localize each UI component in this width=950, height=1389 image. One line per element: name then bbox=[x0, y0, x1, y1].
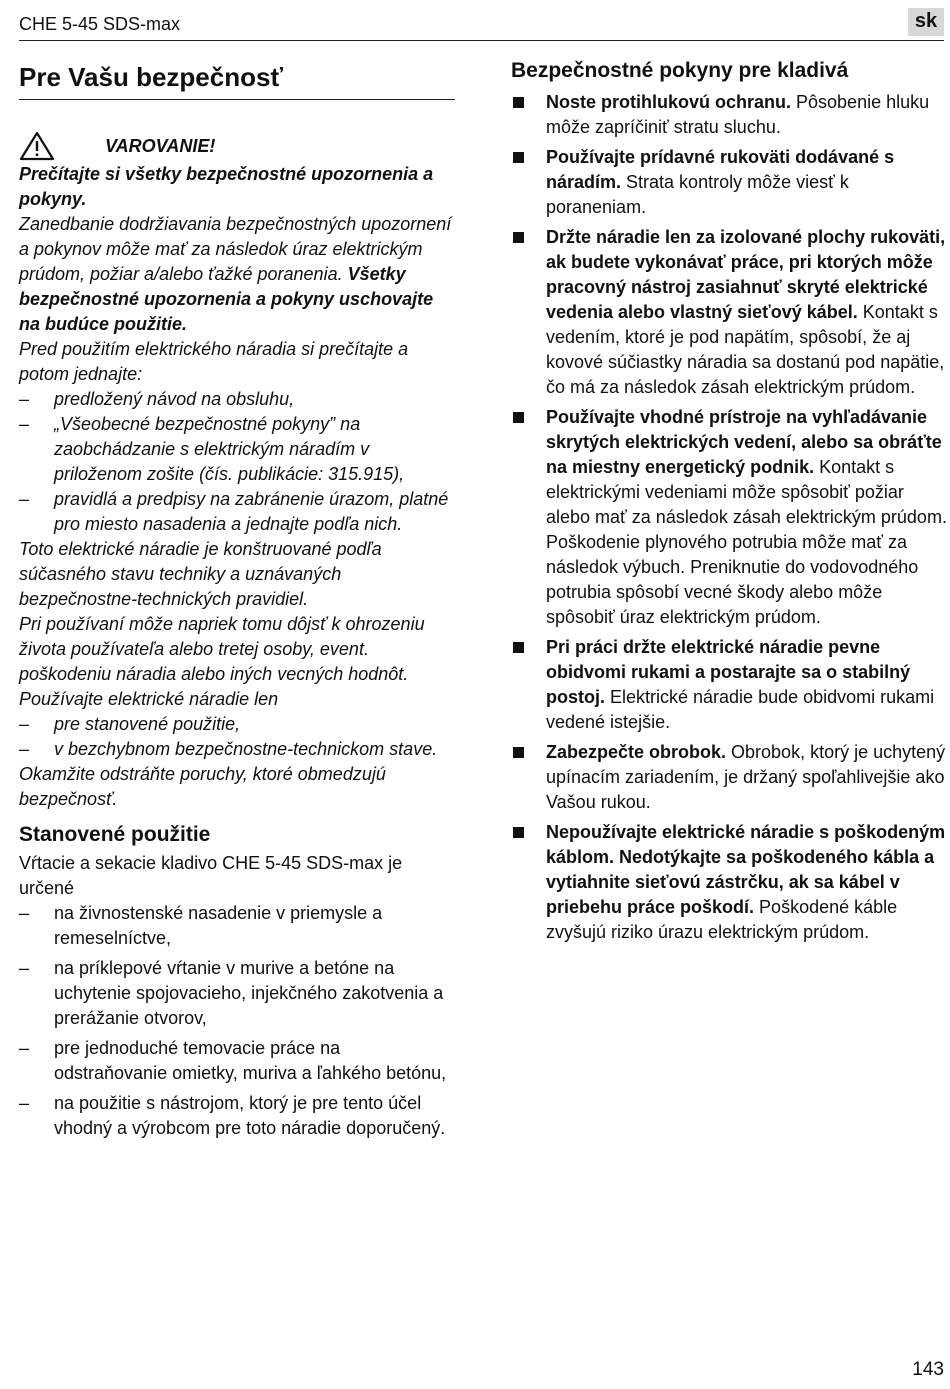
before-use-text: Pred použitím elektrického náradia si prečítajte a potom jednajte: bbox=[19, 339, 409, 384]
square-bullet-icon bbox=[513, 412, 524, 423]
list-item bbox=[511, 225, 948, 400]
list-item bbox=[511, 635, 948, 735]
remove-faults-text: Okamžite odstráňte poruchy, ktoré obmedzujú bezpečnosť. bbox=[19, 764, 386, 809]
page-number: 143 bbox=[912, 1359, 944, 1380]
warning-text: Zanedbanie dodržiavania bezpečnostných upozornení a pokynov môže mať za následok úraz elektrickým prúdom, požiar a/alebo ťažké poranenia. bbox=[19, 214, 452, 284]
use-conditions-list bbox=[19, 712, 455, 762]
left-column bbox=[19, 58, 455, 1146]
item-bold-text: Nepoužívajte elektrické náradie s poškodeným káblom. Nedotýkajte sa poškodeného kábla a vytiahnite sieťovú zástrčku, ak sa kábel v priebehu práce poškodí. bbox=[546, 822, 946, 917]
list-item: – na použitie s nástrojom, ktorý je pre tento účel vhodný a výrobcom pre toto náradie doporučený. bbox=[19, 1091, 455, 1141]
item-bold-text: Držte náradie len za izolované plochy rukoväti, ak budete vykonávať práce, pri ktorých môže pracovný nástroj zasiahnuť skryté elektrické vedenia alebo vlastný sieťový kábel. bbox=[546, 227, 946, 322]
hammer-safety-list bbox=[511, 90, 948, 945]
square-bullet-icon bbox=[513, 97, 524, 108]
item-text: Poškodené káble zvyšujú riziko úrazu elektrickým prúdom. bbox=[546, 897, 898, 942]
list-item bbox=[511, 740, 948, 815]
item-bold-text: Pri práci držte elektrické náradie pevne obidvomi rukami a postarajte sa o stabilný postoj. bbox=[546, 637, 911, 707]
intended-use-intro: Vŕtacie a sekacie kladivo CHE 5-45 SDS-max je určené bbox=[19, 853, 403, 898]
constructed-text: Toto elektrické náradie je konštruované podľa súčasného stavu techniky a uznávaných bezpečnostne-technických pravidiel. bbox=[19, 539, 382, 609]
square-bullet-icon bbox=[513, 232, 524, 243]
square-bullet-icon bbox=[513, 642, 524, 653]
warning-paragraph bbox=[19, 212, 455, 337]
warning-triangle-icon bbox=[19, 131, 55, 161]
list-item: – pre stanovené použitie, bbox=[19, 712, 455, 737]
list-item: – pre jednoduché temovacie práce na odstraňovanie omietky, muriva a ľahkého betónu, bbox=[19, 1036, 455, 1086]
item-text: Obrobok, ktorý je uchytený upínacím zariadením, je držaný spoľahlivejšie ako Vašou rukou. bbox=[546, 742, 946, 812]
list-item: – na príklepové vŕtanie v murive a betóne na uchytenie spojovacieho, injekčného zakotvenia a prerážanie otvorov, bbox=[19, 956, 455, 1031]
list-item: – pravidlá a predpisy na zabránenie úrazom, platné pro miesto nasadenia a jednajte podľa nich. bbox=[19, 487, 455, 537]
item-text: Elektrické náradie bude obidvomi rukami vedené istejšie. bbox=[546, 687, 935, 732]
page-header bbox=[19, 8, 944, 41]
hammer-safety-title: Bezpečnostné pokyny pre kladivá bbox=[511, 59, 849, 82]
intended-use-title: Stanovené použitie bbox=[19, 823, 211, 846]
intended-use-list bbox=[19, 901, 455, 1141]
warning-lead: Prečítajte si všetky bezpečnostné upozornenia a pokyny. bbox=[19, 164, 434, 209]
item-bold-text: Noste protihlukovú ochranu. bbox=[546, 92, 792, 112]
list-item bbox=[511, 145, 948, 220]
warning-label: VAROVANIE! bbox=[105, 135, 216, 156]
right-column bbox=[511, 58, 948, 950]
item-text: Pôsobenie hluku môže zapríčiniť stratu sluchu. bbox=[546, 92, 930, 137]
list-item: – na živnostenské nasadenie v priemysle a remeselníctve, bbox=[19, 901, 455, 951]
warning-heading bbox=[19, 130, 455, 162]
list-item bbox=[511, 90, 948, 140]
item-bold-text: Zabezpečte obrobok. bbox=[546, 742, 727, 762]
document-title: CHE 5-45 SDS-max bbox=[19, 14, 181, 34]
item-text: Strata kontroly môže viesť k poraneniam. bbox=[546, 172, 849, 217]
warning-keep-text: Všetky bezpečnostné upozornenia a pokyny uschovajte na budúce použitie. bbox=[19, 264, 434, 334]
square-bullet-icon bbox=[513, 747, 524, 758]
list-item bbox=[511, 405, 948, 630]
item-bold-text: Používajte prídavné rukoväti dodávané s náradím. bbox=[546, 147, 895, 192]
square-bullet-icon bbox=[513, 827, 524, 838]
square-bullet-icon bbox=[513, 152, 524, 163]
item-text: Kontakt s elektrickými vedeniami môže spôsobiť požiar alebo mať za následok zásah elektrickým prúdom. Poškodenie plynového potrubia môže mať za následok výbuch. Preniknutie do vodovodného potrubia spôsobí vecné škody alebo môže spôsobiť úraz elektrickým prúdom. bbox=[546, 457, 947, 627]
list-item: – v bezchybnom bezpečnostne-technickom stave. bbox=[19, 737, 455, 762]
danger-text: Pri používaní môže napriek tomu dôjsť k ohrozeniu života používateľa alebo tretej osoby, event. poškodeniu náradia alebo iných vecných hodnôt. Používajte elektrické náradie len bbox=[19, 614, 425, 709]
item-bold-text: Používajte vhodné prístroje na vyhľadávanie skrytých elektrických vedení, alebo sa obráťte na miestny energetický podnik. bbox=[546, 407, 942, 477]
language-badge: sk bbox=[908, 8, 944, 36]
list-item: – predložený návod na obsluhu, bbox=[19, 387, 455, 412]
safety-section-title: Pre Vašu bezpečnosť bbox=[19, 62, 455, 100]
list-item bbox=[511, 820, 948, 945]
item-text: Kontakt s vedením, ktoré je pod napätím, spôsobí, že aj kovové súčiastky náradia sa dostanú pod napätie, čo má za následok zásah elektrickým prúdom. bbox=[546, 302, 945, 397]
list-item: – „Všeobecné bezpečnostné pokyny” na zaobchádzanie s elektrickým náradím v priloženom zošite (čís. publikácie: 315.915), bbox=[19, 412, 455, 487]
before-use-list bbox=[19, 387, 455, 537]
